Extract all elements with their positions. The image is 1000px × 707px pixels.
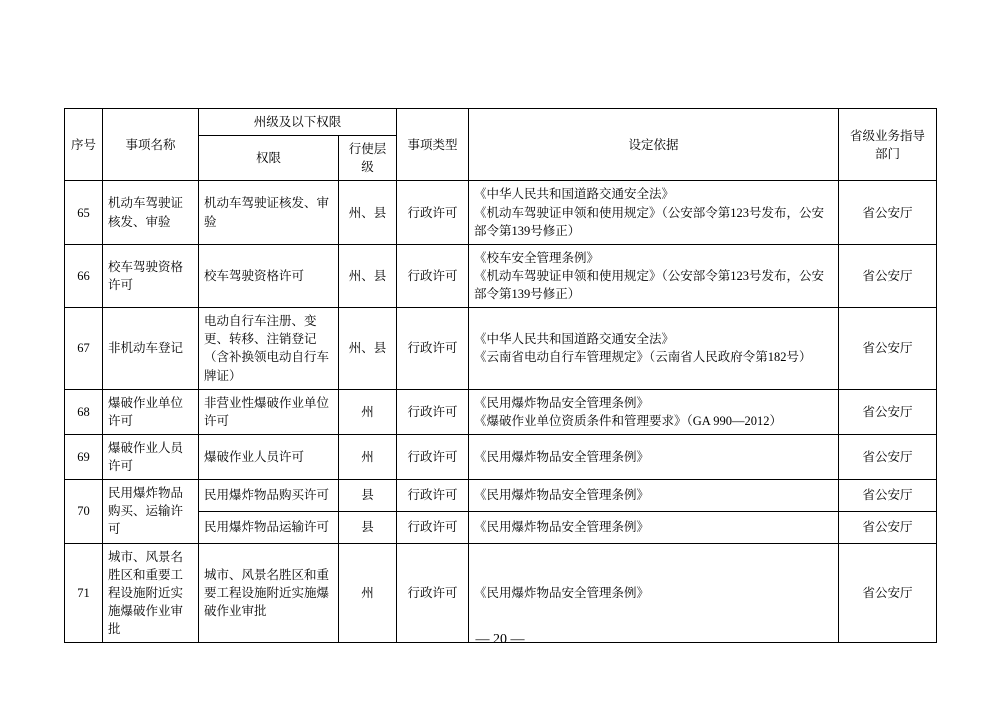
cell-basis <box>469 543 839 643</box>
table-row <box>65 389 937 434</box>
cell-seq: 65 <box>65 181 103 244</box>
header-basis <box>469 109 839 181</box>
cell-seq: 67 <box>65 308 103 390</box>
cell-item-type: 行政许可 <box>397 511 469 543</box>
cell-basis <box>469 389 839 434</box>
cell-seq: 66 <box>65 244 103 307</box>
basis-line: 《云南省电动自行车管理规定》（云南省人民政府令第182号） <box>474 350 812 365</box>
cell-item-type: 行政许可 <box>397 308 469 390</box>
basis-line: 《民用爆炸物品安全管理条例》 <box>474 395 650 410</box>
table-row <box>65 244 937 307</box>
header-prefecture-group-label: 州级及以下权限 <box>253 115 342 129</box>
cell-exercise-level: 县 <box>339 480 397 512</box>
cell-authority: 爆破作业人员许可 <box>199 434 339 479</box>
cell-authority: 民用爆炸物品购买许可 <box>199 480 339 512</box>
cell-item-type: 行政许可 <box>397 434 469 479</box>
cell-province-dept: 省公安厅 <box>839 434 937 479</box>
cell-basis <box>469 181 839 244</box>
cell-exercise-level: 州、县 <box>339 308 397 390</box>
cell-item-name: 校车驾驶资格许可 <box>103 244 199 307</box>
cell-basis <box>469 511 839 543</box>
header-province-dept-label: 省级业务指导部门 <box>850 128 926 161</box>
cell-seq: 70 <box>65 480 103 543</box>
cell-seq: 68 <box>65 389 103 434</box>
cell-province-dept: 省公安厅 <box>839 511 937 543</box>
cell-item-type: 行政许可 <box>397 389 469 434</box>
basis-line: 《中华人民共和国道路交通安全法》 <box>474 187 675 202</box>
table-body <box>65 181 937 643</box>
header-item-name <box>103 109 199 181</box>
basis-line: 《民用爆炸物品安全管理条例》 <box>474 520 650 535</box>
basis-line: 《机动车驾驶证申领和使用规定》（公安部令第123号发布，公安部令第139号修正） <box>474 205 825 238</box>
header-authority-label: 权限 <box>255 151 281 166</box>
basis-line: 《校车安全管理条例》 <box>474 250 600 265</box>
cell-seq: 69 <box>65 434 103 479</box>
basis-line: 《民用爆炸物品安全管理条例》 <box>474 488 650 503</box>
basis-line: 《机动车驾驶证申领和使用规定》（公安部令第123号发布，公安部令第139号修正） <box>474 268 825 301</box>
header-prefecture-group <box>199 109 397 136</box>
header-exercise-level-label: 行使层级 <box>348 142 387 175</box>
basis-line: 《民用爆炸物品安全管理条例》 <box>474 449 650 464</box>
cell-item-type: 行政许可 <box>397 244 469 307</box>
cell-authority: 校车驾驶资格许可 <box>199 244 339 307</box>
permissions-table <box>64 108 937 643</box>
cell-authority: 非营业性爆破作业单位许可 <box>199 389 339 434</box>
header-authority <box>199 136 339 181</box>
page-number: — 20 — <box>475 632 525 647</box>
table-row <box>65 181 937 244</box>
cell-exercise-level: 州 <box>339 389 397 434</box>
table-row <box>65 543 937 643</box>
cell-authority: 电动自行车注册、变更、转移、注销登记（含补换领电动自行车牌证） <box>199 308 339 390</box>
header-item-name-label: 事项名称 <box>125 137 176 152</box>
table-row <box>65 480 937 512</box>
header-item-type <box>397 109 469 181</box>
cell-item-name: 非机动车登记 <box>103 308 199 390</box>
basis-line: 《民用爆炸物品安全管理条例》 <box>474 585 650 600</box>
cell-province-dept: 省公安厅 <box>839 480 937 512</box>
table-header-row-1 <box>65 109 937 136</box>
cell-basis <box>469 434 839 479</box>
cell-exercise-level: 州、县 <box>339 181 397 244</box>
cell-province-dept: 省公安厅 <box>839 181 937 244</box>
cell-seq: 71 <box>65 543 103 643</box>
cell-item-name: 民用爆炸物品购买、运输许可 <box>103 480 199 543</box>
cell-exercise-level: 州 <box>339 434 397 479</box>
cell-province-dept: 省公安厅 <box>839 244 937 307</box>
header-item-type-label: 事项类型 <box>407 137 458 152</box>
basis-line: 《爆破作业单位资质条件和管理要求》（GA 990—2012） <box>474 413 783 428</box>
header-exercise-level <box>339 136 397 181</box>
cell-exercise-level: 州 <box>339 543 397 643</box>
cell-authority: 民用爆炸物品运输许可 <box>199 511 339 543</box>
cell-item-name: 爆破作业人员许可 <box>103 434 199 479</box>
header-basis-label: 设定依据 <box>628 137 679 152</box>
header-seq <box>65 109 103 181</box>
cell-basis <box>469 244 839 307</box>
permissions-table-container <box>64 108 936 643</box>
cell-basis <box>469 480 839 512</box>
cell-item-type: 行政许可 <box>397 181 469 244</box>
cell-province-dept: 省公安厅 <box>839 308 937 390</box>
cell-exercise-level: 州、县 <box>339 244 397 307</box>
cell-authority: 机动车驾驶证核发、审验 <box>199 181 339 244</box>
cell-exercise-level: 县 <box>339 511 397 543</box>
cell-basis <box>469 308 839 390</box>
table-header <box>65 109 937 181</box>
cell-province-dept: 省公安厅 <box>839 543 937 643</box>
cell-item-type: 行政许可 <box>397 543 469 643</box>
cell-item-name: 城市、风景名胜区和重要工程设施附近实施爆破作业审批 <box>103 543 199 643</box>
cell-item-name: 爆破作业单位许可 <box>103 389 199 434</box>
cell-province-dept: 省公安厅 <box>839 389 937 434</box>
cell-item-name: 机动车驾驶证核发、审验 <box>103 181 199 244</box>
header-seq-label: 序号 <box>70 137 96 152</box>
table-row <box>65 308 937 390</box>
cell-authority: 城市、风景名胜区和重要工程设施附近实施爆破作业审批 <box>199 543 339 643</box>
basis-line: 《中华人民共和国道路交通安全法》 <box>474 332 675 347</box>
header-province-dept <box>839 109 937 181</box>
cell-item-type: 行政许可 <box>397 480 469 512</box>
table-row <box>65 434 937 479</box>
